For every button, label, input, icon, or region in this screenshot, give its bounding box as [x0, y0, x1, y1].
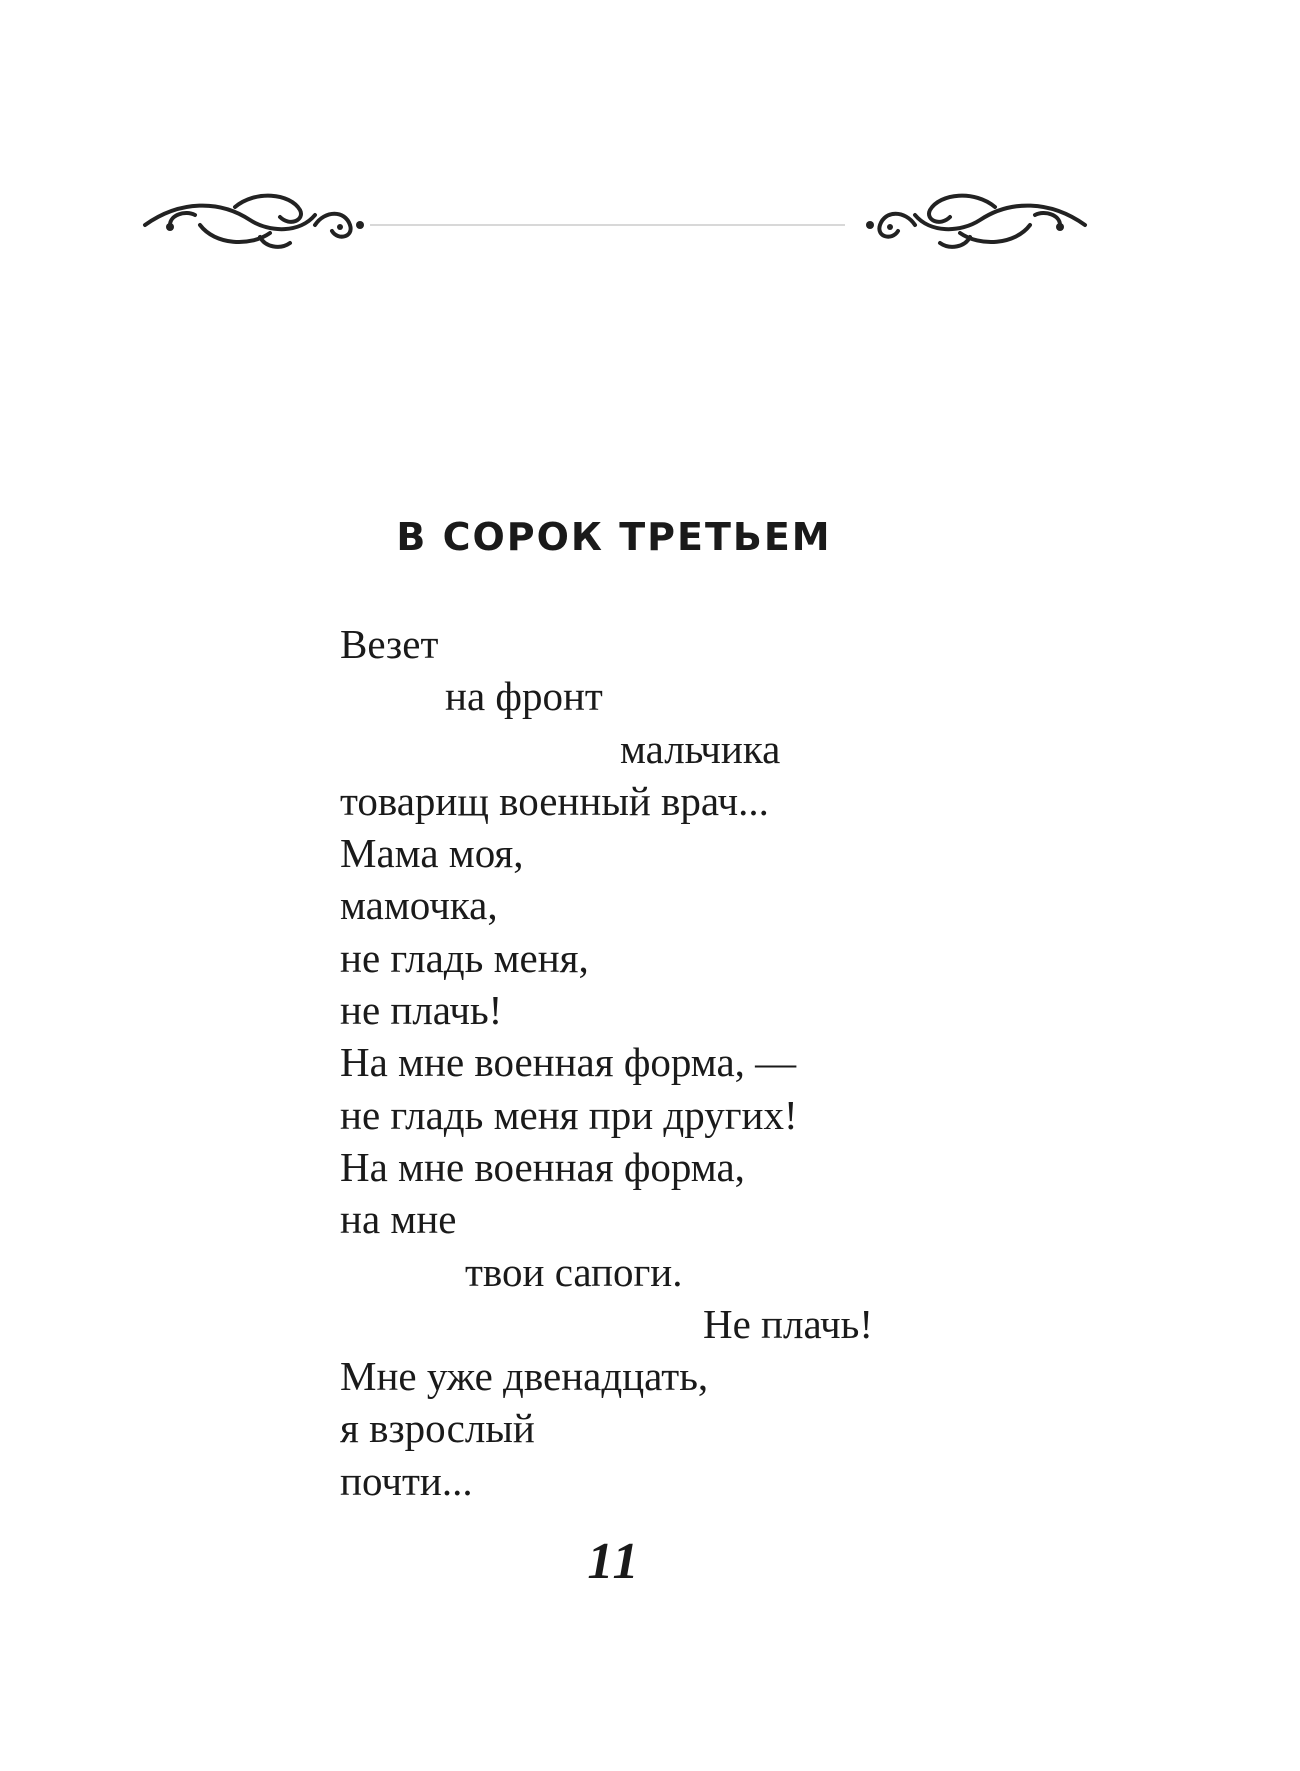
- poem-line: На мне военная форма,: [340, 1143, 745, 1190]
- poem-line: товарищ военный врач...: [340, 777, 769, 824]
- poem-line: Не плачь!: [703, 1300, 873, 1347]
- poem-line: на мне: [340, 1196, 457, 1243]
- poem-title: В СОРОК ТРЕТЬЕМ: [396, 515, 832, 559]
- poem-line: На мне военная форма, —: [340, 1039, 797, 1086]
- poem-line: не гладь меня при других!: [340, 1091, 798, 1138]
- poem-line: Мне уже двенадцать,: [340, 1353, 709, 1400]
- page-number: 11: [587, 1533, 641, 1590]
- poem-body: [340, 618, 873, 1507]
- poem-line: мамочка,: [340, 882, 498, 929]
- decorative-divider-icon: [140, 185, 1090, 265]
- poem-line: на фронт: [445, 673, 603, 720]
- poem-line: Везет: [340, 621, 439, 667]
- poem-line: не плачь!: [340, 987, 503, 1034]
- poem-line: Мама моя,: [340, 830, 524, 877]
- poem-line: твои сапоги.: [465, 1248, 683, 1295]
- poem-line: почти...: [340, 1457, 473, 1504]
- poem-line: не гладь меня,: [340, 934, 589, 981]
- poem-line: мальчика: [620, 725, 781, 772]
- poem-line: я взрослый: [340, 1405, 535, 1452]
